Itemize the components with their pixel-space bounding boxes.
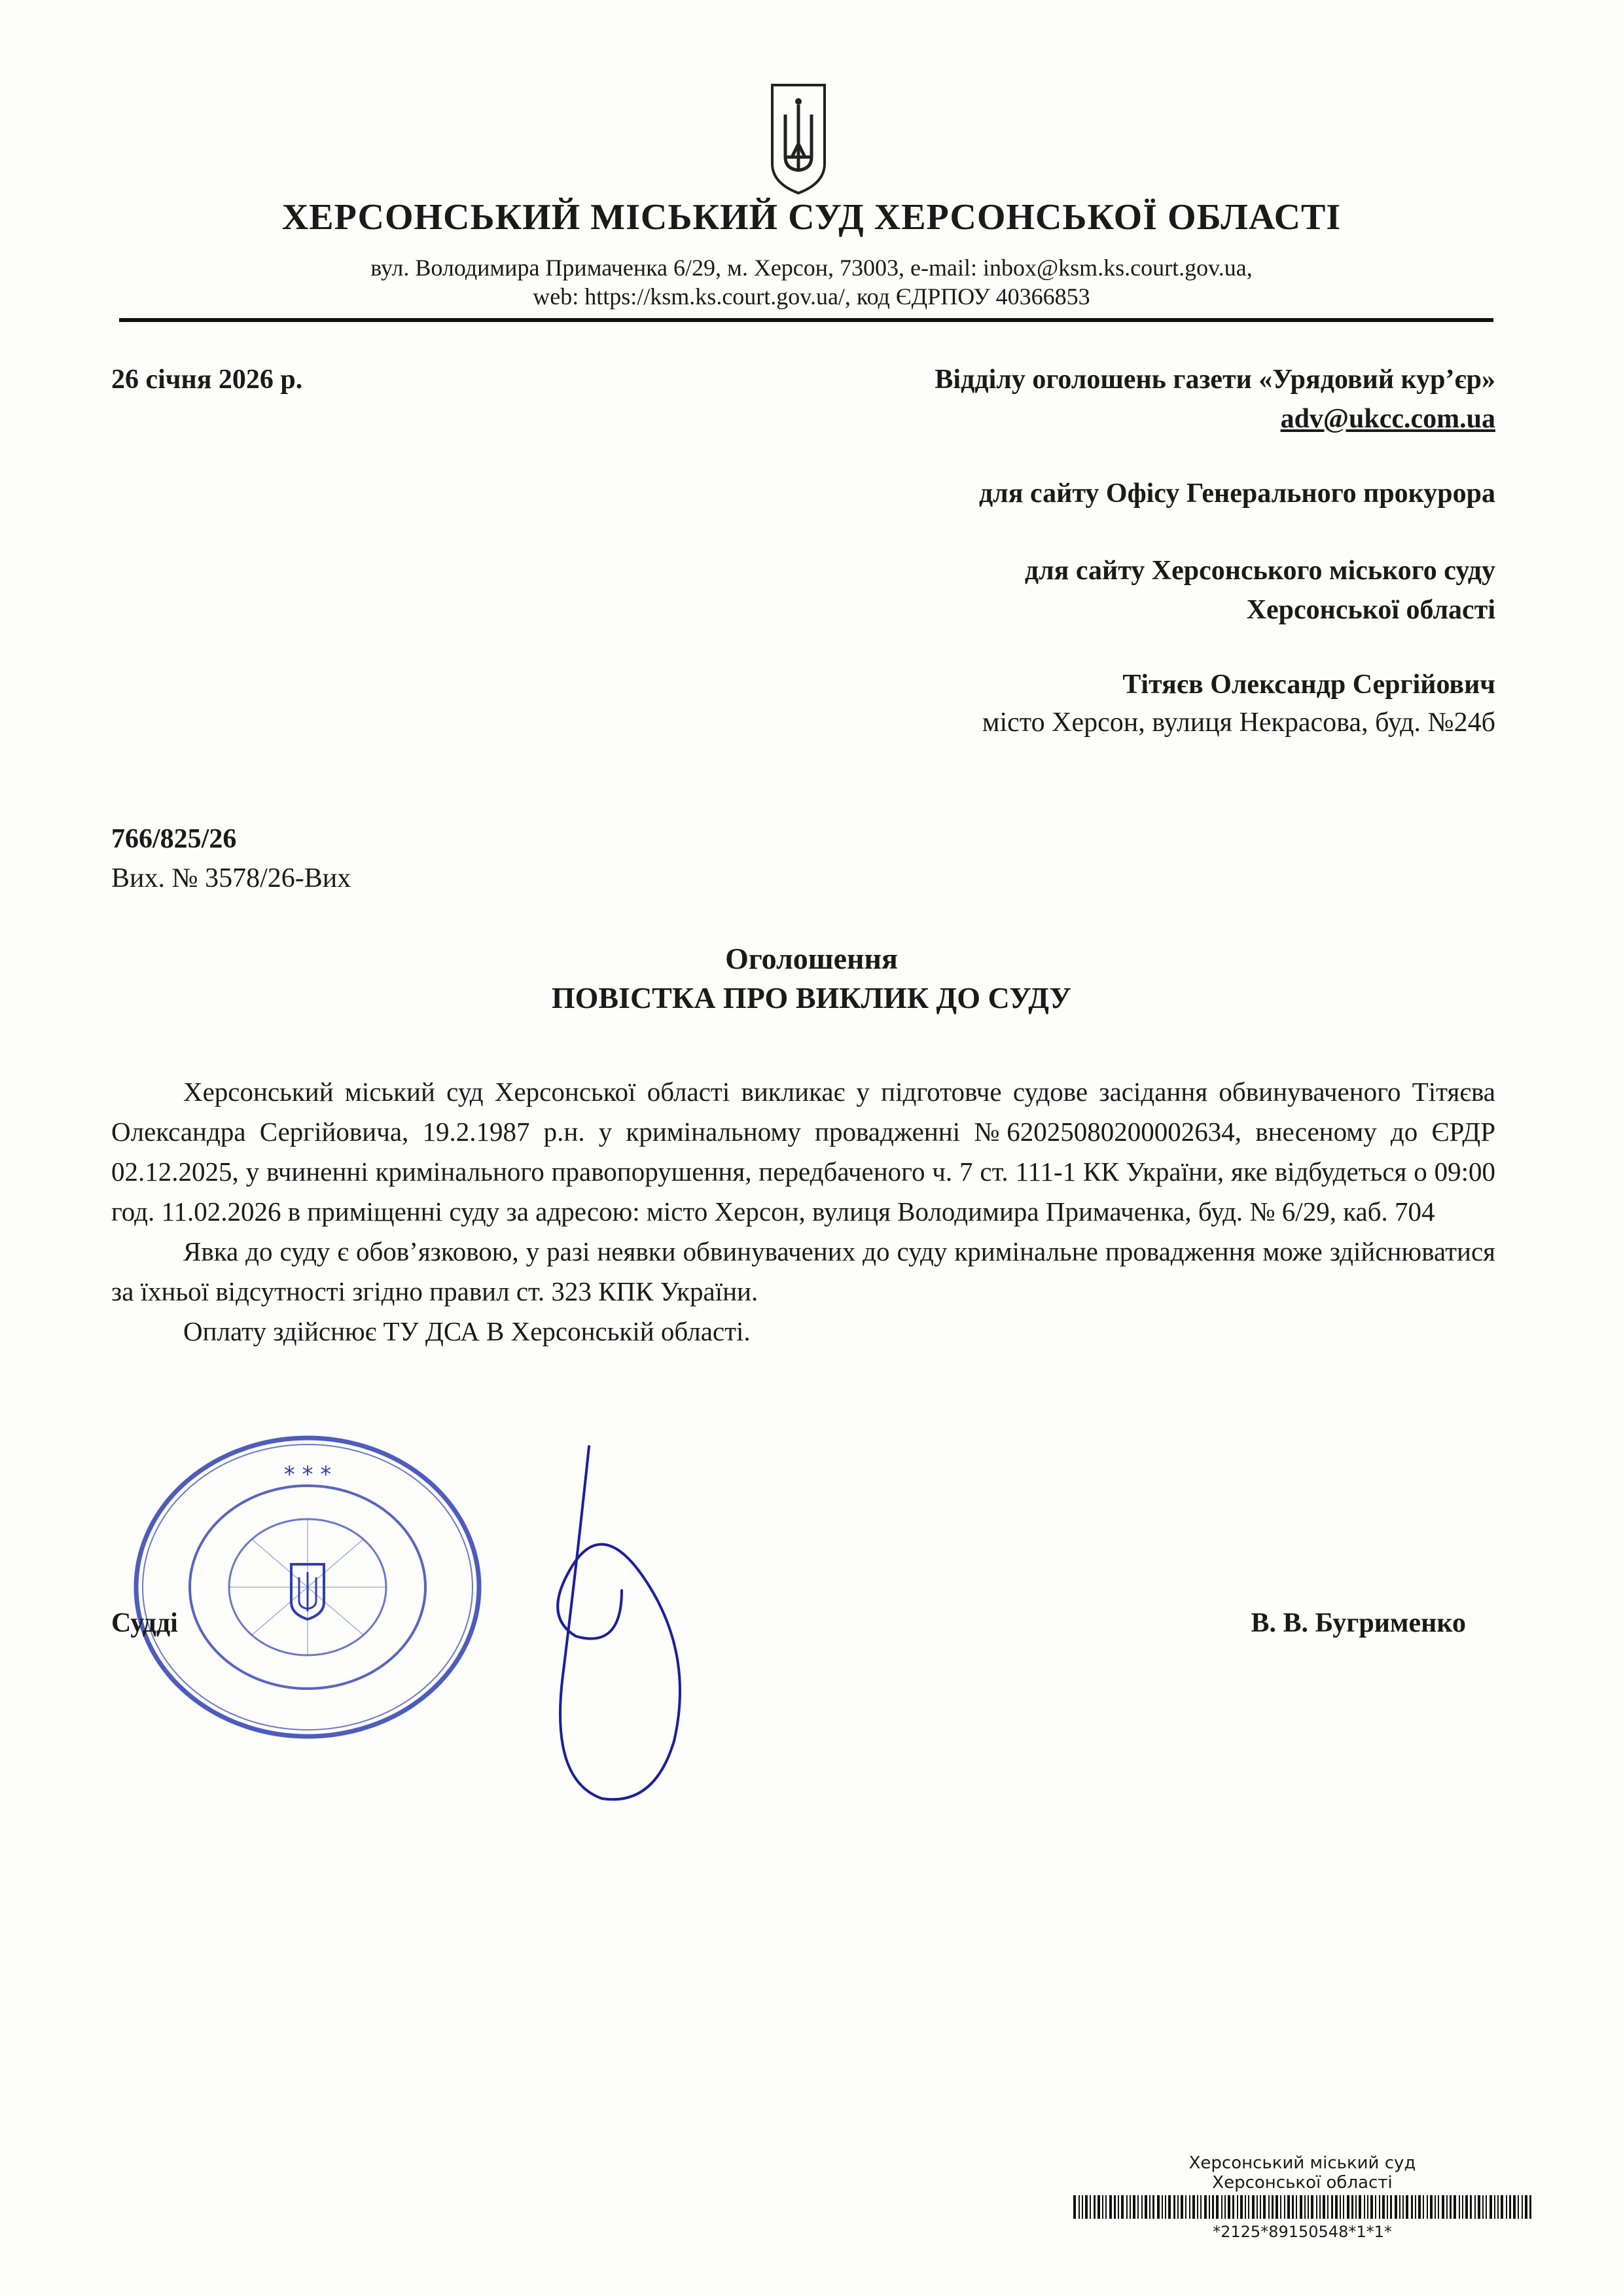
barcode-bar: [1200, 2195, 1202, 2219]
barcode-bar: [1284, 2195, 1285, 2219]
barcode-bar: [1130, 2195, 1131, 2219]
court-address: вул. Володимира Примаченка 6/29, м. Херсон, 73003, e-mail: inbox@ksm.ks.court.gov.ua,: [370, 255, 1253, 281]
barcode-bar: [1240, 2195, 1243, 2219]
barcode-bar: [1418, 2195, 1421, 2219]
barcode-bar: [1216, 2195, 1219, 2219]
barcode-bar: [1300, 2195, 1302, 2219]
barcode-bar: [1335, 2195, 1338, 2219]
barcode-bar: [1506, 2195, 1507, 2219]
barcode-bar: [1522, 2195, 1523, 2219]
barcode-bar: [1316, 2195, 1317, 2219]
stamp-court-name: Херсонський міський суд: [1188, 2153, 1416, 2173]
barcode-bar: [1482, 2195, 1484, 2219]
barcode-bar: [1311, 2195, 1313, 2219]
recipient-court-region: Херсонської області: [1246, 595, 1495, 625]
barcode-bar: [1221, 2195, 1222, 2219]
stamp-region: Херсонської області: [1212, 2173, 1393, 2193]
barcode-bar: [1118, 2195, 1119, 2219]
barcode-bar: [1209, 2195, 1210, 2219]
barcode-bar: [1094, 2195, 1096, 2219]
barcode: [1073, 2195, 1531, 2219]
barcode-bar: [1446, 2195, 1448, 2219]
barcode-bar: [1327, 2195, 1329, 2219]
barcode-bar: [1375, 2195, 1376, 2219]
recipient-email: adv@ukcc.com.ua: [1280, 404, 1495, 434]
barcode-bar: [1423, 2195, 1424, 2219]
barcode-bar: [1513, 2195, 1516, 2219]
barcode-bar: [1257, 2195, 1258, 2219]
barcode-bar: [1137, 2195, 1139, 2219]
barcode-bar: [1364, 2195, 1365, 2219]
barcode-bar: [1462, 2195, 1463, 2219]
barcode-bar: [1474, 2195, 1476, 2219]
barcode-bar: [1525, 2195, 1527, 2219]
barcode-bar: [1149, 2195, 1150, 2219]
recipient-person-address: місто Херсон, вулиця Некрасова, буд. №24б: [982, 708, 1495, 738]
barcode-bar: [1355, 2195, 1357, 2219]
barcode-bar: [1438, 2195, 1439, 2219]
barcode-bar: [1359, 2195, 1361, 2219]
coat-of-arms-icon: [766, 79, 831, 196]
barcode-bar: [1390, 2195, 1392, 2219]
barcode-bar: [1275, 2195, 1278, 2219]
court-seal: [131, 1433, 484, 1741]
barcode-bar: [1248, 2195, 1249, 2219]
barcode-bar: [1296, 2195, 1297, 2219]
outgoing-number: Вих. № 3578/26-Вих: [111, 863, 351, 893]
barcode-bar: [1323, 2195, 1325, 2219]
barcode-bar: [1395, 2195, 1397, 2219]
recipient-court-site: для сайту Херсонського міського суду: [1024, 556, 1495, 586]
recipient-prosecutor: для сайту Офісу Генерального прокурора: [978, 478, 1495, 509]
barcode-bar: [1387, 2195, 1388, 2219]
barcode-bar: [1367, 2195, 1368, 2219]
body-paragraph-1: Херсонський міський суд Херсонської області викликає у підготовче судове засідання обвинуваченого Тітяєва Олександра Сергійовича, 19.2.1987 р.н. у кримінальному провадженні №62025080200002634, внесеному до ЄРДР 02.12.2025, у вчиненні кримінального правопорушення, передбаченого ч. 7 ст. 111-1 КК України, яке відбудеться о 09:00 год. 11.02.2026 в приміщенні суду за адресою: місто Херсон, вулиця Володимира Примаченка, буд. № 6/29, каб. 704: [111, 1077, 1495, 1227]
header-divider: [119, 318, 1493, 322]
barcode-bar: [1494, 2195, 1495, 2219]
barcode-bar: [1529, 2195, 1531, 2219]
barcode-bar: [1162, 2195, 1163, 2219]
barcode-bar: [1133, 2195, 1135, 2219]
barcode-bar: [1073, 2195, 1076, 2219]
svg-text:* * *: * * *: [283, 1462, 332, 1488]
barcode-bar: [1489, 2195, 1492, 2219]
barcode-bar: [1343, 2195, 1344, 2219]
barcode-bar: [1102, 2195, 1103, 2219]
barcode-bar: [1224, 2195, 1226, 2219]
barcode-bar: [1192, 2195, 1195, 2219]
barcode-bar: [1470, 2195, 1472, 2219]
barcode-bar: [1079, 2195, 1080, 2219]
registration-stamp: [1073, 2153, 1531, 2241]
barcode-bar: [1245, 2195, 1246, 2219]
barcode-bar: [1189, 2195, 1190, 2219]
barcode-bar: [1237, 2195, 1238, 2219]
barcode-bar: [1280, 2195, 1281, 2219]
judge-label: Судді: [111, 1608, 178, 1638]
barcode-bar: [1197, 2195, 1198, 2219]
court-web-code: web: https://ksm.ks.court.gov.ua/, код ЄДРПОУ 40366853: [533, 283, 1090, 310]
barcode-bar: [1501, 2195, 1503, 2219]
barcode-bar: [1497, 2195, 1499, 2219]
barcode-bar: [1509, 2195, 1511, 2219]
barcode-bar: [1406, 2195, 1408, 2219]
barcode-bar: [1435, 2195, 1436, 2219]
body-paragraph-2: Явка до суду є обов’язковою, у разі неявки обвинувачених до суду кримінальне провадження може здійснюватися за їхньої відсутності згідно правил ст. 323 КПК України.: [111, 1236, 1495, 1306]
barcode-bar: [1331, 2195, 1333, 2219]
barcode-bar: [1382, 2195, 1385, 2219]
barcode-bar: [1402, 2195, 1404, 2219]
barcode-bar: [1272, 2195, 1274, 2219]
barcode-bar: [1411, 2195, 1413, 2219]
barcode-bar: [1427, 2195, 1428, 2219]
barcode-bar: [1415, 2195, 1416, 2219]
barcode-bar: [1308, 2195, 1309, 2219]
barcode-bar: [1152, 2195, 1154, 2219]
summons-body: [111, 1072, 1495, 1352]
barcode-bar: [1263, 2195, 1266, 2219]
barcode-bar: [1228, 2195, 1230, 2219]
barcode-bar: [1185, 2195, 1186, 2219]
barcode-bar: [1450, 2195, 1452, 2219]
barcode-bar: [1454, 2195, 1456, 2219]
barcode-bar: [1157, 2195, 1160, 2219]
barcode-bar: [1442, 2195, 1444, 2219]
barcode-bar: [1459, 2195, 1460, 2219]
barcode-bar: [1181, 2195, 1183, 2219]
summons-heading: ПОВІСТКА ПРО ВИКЛИК ДО СУДУ: [551, 981, 1072, 1014]
barcode-bar: [1399, 2195, 1400, 2219]
judge-signature: [524, 1440, 694, 1806]
barcode-bar: [1340, 2195, 1341, 2219]
barcode-bar: [1090, 2195, 1091, 2219]
barcode-bar: [1351, 2195, 1353, 2219]
document-date: 26 січня 2026 р.: [111, 365, 303, 395]
barcode-bar: [1465, 2195, 1468, 2219]
barcode-bar: [1430, 2195, 1433, 2219]
barcode-bar: [1232, 2195, 1234, 2219]
barcode-bar: [1168, 2195, 1171, 2219]
barcode-bar: [1212, 2195, 1214, 2219]
barcode-bar: [1252, 2195, 1255, 2219]
barcode-bar: [1114, 2195, 1116, 2219]
barcode-bar: [1097, 2195, 1100, 2219]
barcode-bar: [1292, 2195, 1294, 2219]
barcode-bar: [1109, 2195, 1112, 2219]
barcode-bar: [1287, 2195, 1290, 2219]
barcode-bar: [1478, 2195, 1480, 2219]
case-number: 766/825/26: [111, 824, 237, 854]
barcode-number: *2125*89150548*1*1*: [1213, 2223, 1392, 2241]
barcode-bar: [1173, 2195, 1175, 2219]
barcode-bar: [1121, 2195, 1124, 2219]
barcode-bar: [1370, 2195, 1373, 2219]
barcode-bar: [1177, 2195, 1179, 2219]
barcode-bar: [1085, 2195, 1088, 2219]
body-paragraph-3: Оплату здійснює ТУ ДСА В Херсонській області.: [183, 1316, 751, 1346]
barcode-bar: [1165, 2195, 1166, 2219]
barcode-bar: [1141, 2195, 1143, 2219]
barcode-bar: [1145, 2195, 1147, 2219]
court-title: ХЕРСОНСЬКИЙ МІСЬКИЙ СУД ХЕРСОНСЬКОЇ ОБЛАСТІ: [281, 197, 1342, 238]
barcode-bar: [1105, 2195, 1107, 2219]
barcode-bar: [1126, 2195, 1128, 2219]
announcement-heading: Оголошення: [725, 942, 898, 975]
recipient-newspaper: Відділу оголошень газети «Урядовий кур’єр»: [935, 365, 1495, 395]
barcode-bar: [1082, 2195, 1083, 2219]
barcode-bar: [1304, 2195, 1306, 2219]
barcode-bar: [1379, 2195, 1380, 2219]
barcode-bar: [1518, 2195, 1519, 2219]
barcode-bar: [1486, 2195, 1487, 2219]
barcode-bar: [1347, 2195, 1349, 2219]
judge-name: В. В. Бугрименко: [1251, 1608, 1466, 1638]
barcode-bar: [1260, 2195, 1261, 2219]
recipient-person: Тітяєв Олександр Сергійович: [1122, 670, 1495, 700]
barcode-bar: [1204, 2195, 1207, 2219]
barcode-bar: [1268, 2195, 1270, 2219]
barcode-bar: [1319, 2195, 1321, 2219]
